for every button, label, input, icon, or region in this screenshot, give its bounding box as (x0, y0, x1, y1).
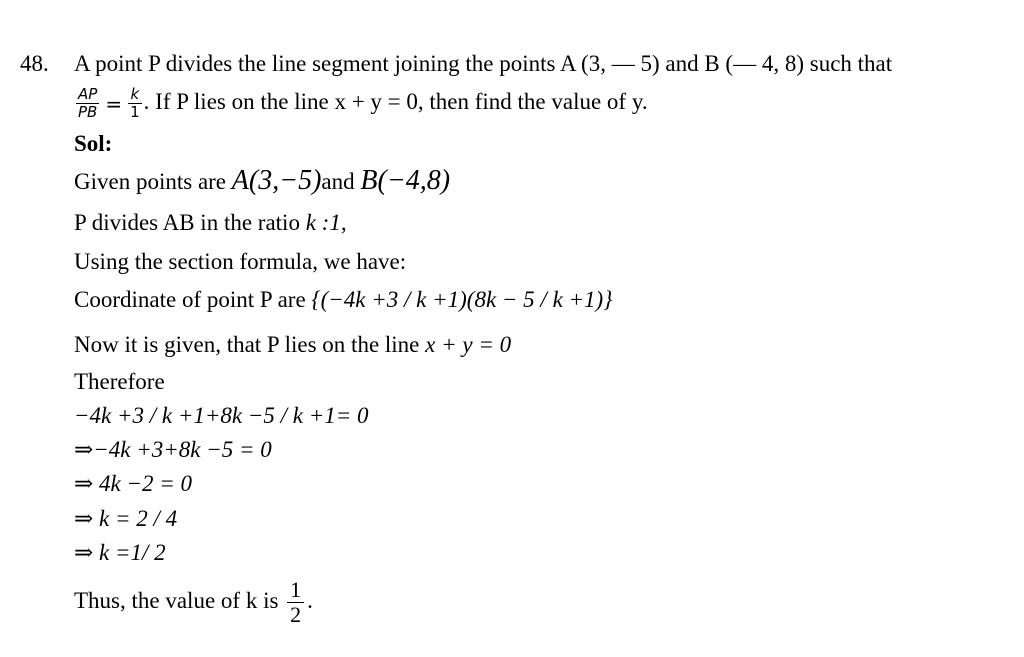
step-3: ⇒ 4k −2 = 0 (74, 471, 193, 496)
point-a: A(3,−5) (231, 165, 322, 196)
section-formula-line: Using the section formula, we have: (74, 249, 407, 274)
ratio-denominator-1: 1 (130, 103, 140, 121)
step-2: ⇒−4k +3+8k −5 = 0 (74, 437, 272, 462)
conclusion-period: . (307, 587, 313, 613)
step-4: ⇒ k = 2 / 4 (74, 506, 178, 531)
question-line-2 (74, 86, 648, 121)
given-and: and (321, 169, 355, 194)
coordinate-text: Coordinate of point P are (74, 287, 306, 312)
therefore-text: Therefore (74, 369, 165, 394)
question-number: 48. (20, 51, 49, 76)
ratio-numerator-ap: AP (76, 86, 99, 104)
given-points-line (74, 167, 450, 196)
coordinate-expression: {(−4k +3 / k +1)(8k − 5 / k +1)} (311, 287, 613, 312)
coordinate-line (74, 286, 612, 314)
ratio-value: k :1, (305, 210, 347, 235)
ratio-equals: = (105, 91, 123, 116)
ratio-denominator-pb: PB (78, 103, 98, 121)
point-b: B(−4,8) (360, 165, 451, 196)
solution-heading: Sol: (74, 131, 113, 156)
given-points-text: Given points are (74, 169, 227, 194)
ratio-text: P divides AB in the ratio (74, 210, 300, 235)
conclusion-text: Thus, the value of k is (74, 587, 279, 613)
step-5: ⇒ k =1/ 2 (74, 540, 166, 565)
conclusion-line (74, 578, 313, 627)
conclusion-denominator: 2 (290, 602, 302, 627)
given-line-text: Now it is given, that P lies on the line (74, 332, 420, 357)
step-1: −4k +3 / k +1+8k −5 / k +1= 0 (74, 403, 369, 428)
given-line-expression: x + y = 0 (425, 332, 512, 357)
conclusion-numerator: 1 (287, 578, 304, 603)
ratio-k-1 (128, 86, 142, 121)
given-line-line (74, 331, 511, 359)
conclusion-fraction (287, 578, 304, 627)
question-line-1: A point P divides the line segment joining the points A (3, — 5) and B (— 4, 8) such that (74, 51, 893, 76)
ratio-numerator-k: k (128, 86, 142, 104)
ratio-ap-pb (76, 86, 99, 121)
ratio-line (74, 209, 347, 237)
question-line-2-rest: . If P lies on the line x + y = 0, then find the value of y. (143, 88, 648, 114)
